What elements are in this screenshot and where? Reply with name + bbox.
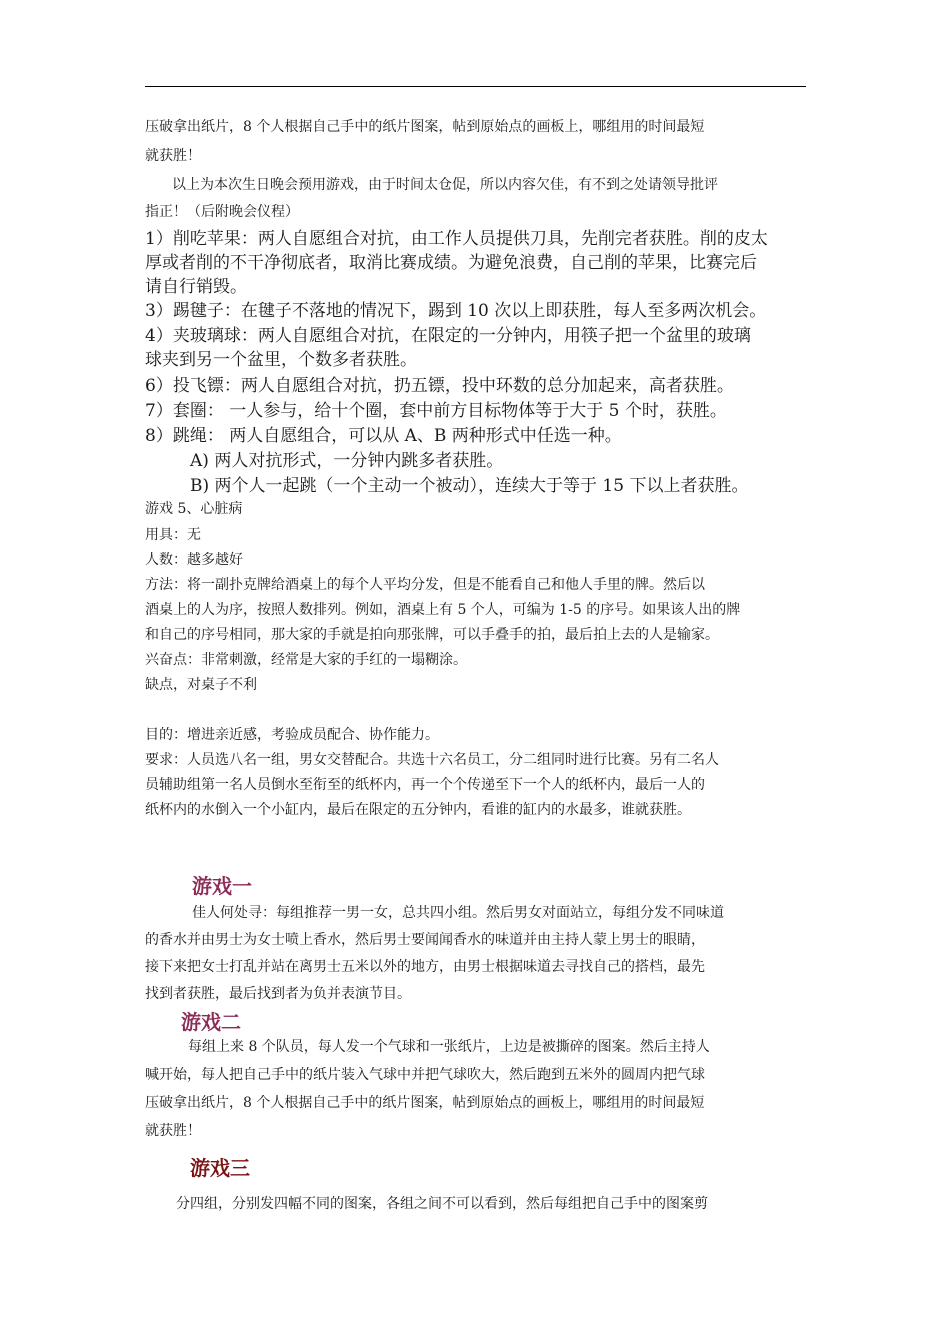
rule-6: 6）投飞镖：两人自愿组合对抗，扔五镖，投中环数的总分加起来，高者获胜。 xyxy=(145,376,734,396)
rule-8-option-b: B) 两个人一起跳（一个主动一个被动），连续大于等于 15 下以上者获胜。 xyxy=(190,476,749,496)
game-three-title: 游戏三 xyxy=(190,1156,250,1180)
rule-7: 7）套圈： 一人参与，给十个圈，套中前方目标物体等于大于 5 个时，获胜。 xyxy=(145,401,727,421)
top-line-3: 以上为本次生日晚会预用游戏，由于时间太仓促，所以内容欠佳，有不到之处请领导批评 xyxy=(172,177,718,193)
game-two-line-1: 每组上来 8 个队员，每人发一个气球和一张纸片，上边是被撕碎的图案。然后主持人 xyxy=(188,1039,710,1055)
water-game-req-line-2: 员辅助组第一名人员倒水至衔至的纸杯内，再一个个传递至下一个人的纸杯内，最后一人的 xyxy=(145,777,705,793)
game5-method-line-2: 酒桌上的人为序，按照人数排列。例如，酒桌上有 5 个人，可编为 1-5 的序号。如果该人出的牌 xyxy=(145,602,741,618)
water-game-req-line-1: 要求：人员选八名一组，男女交替配合。共选十六名员工，分二组同时进行比赛。另有二名人 xyxy=(145,752,719,768)
game5-method-line-1: 方法：将一副扑克牌给酒桌上的每个人平均分发，但是不能看自己和他人手里的牌。然后以 xyxy=(145,577,705,593)
game5-tools: 用具：无 xyxy=(145,527,201,543)
game5-cons: 缺点，对桌子不利 xyxy=(145,677,257,693)
top-line-2: 就获胜！ xyxy=(145,148,201,164)
game-one-line-4: 找到者获胜，最后找到者为负并表演节目。 xyxy=(145,986,411,1002)
rule-8: 8）跳绳： 两人自愿组合，可以从 A、B 两种形式中任选一种。 xyxy=(145,426,622,446)
water-game-goal: 目的：增进亲近感，考验成员配合、协作能力。 xyxy=(145,727,439,743)
top-line-4: 指正！（后附晚会仪程） xyxy=(145,204,299,220)
game-one-line-1: 佳人何处寻：每组推荐一男一女，总共四小组。然后男女对面站立，每组分发不同味道 xyxy=(192,905,724,921)
top-line-1: 压破拿出纸片，8 个人根据自己手中的纸片图案，帖到原始点的画板上，哪组用的时间最短 xyxy=(145,119,705,135)
game5-method-line-3: 和自己的序号相同，那大家的手就是拍向那张牌，可以手叠手的拍，最后拍上去的人是输家。 xyxy=(145,627,719,643)
game5-people: 人数：越多越好 xyxy=(145,552,243,568)
game-two-title: 游戏二 xyxy=(181,1010,241,1034)
water-game-req-line-3: 纸杯内的水倒入一个小缸内，最后在限定的五分钟内，看谁的缸内的水最多，谁就获胜。 xyxy=(145,802,691,818)
rule-1-line-3: 请自行销毁。 xyxy=(145,277,247,297)
header-rule xyxy=(145,86,806,87)
game5-title: 游戏 5、心脏病 xyxy=(145,501,243,517)
game-one-line-3: 接下来把女士打乱并站在离男士五米以外的地方，由男士根据味道去寻找自己的搭档，最先 xyxy=(145,959,705,975)
game-two-line-2: 喊开始，每人把自己手中的纸片装入气球中并把气球吹大，然后跑到五米外的圆周内把气球 xyxy=(145,1067,705,1083)
game-two-line-4: 就获胜！ xyxy=(145,1123,201,1139)
game-one-title: 游戏一 xyxy=(192,874,252,898)
game5-excite: 兴奋点：非常刺激，经常是大家的手红的一塌糊涂。 xyxy=(145,652,467,668)
rule-4-line-1: 4）夹玻璃球：两人自愿组合对抗，在限定的一分钟内，用筷子把一个盆里的玻璃 xyxy=(145,326,751,346)
game-one-line-2: 的香水并由男士为女士喷上香水，然后男士要闻闻香水的味道并由主持人蒙上男士的眼睛， xyxy=(145,932,705,948)
rule-4-line-2: 球夹到另一个盆里，个数多者获胜。 xyxy=(145,350,417,370)
rule-3: 3）踢毽子：在毽子不落地的情况下，踢到 10 次以上即获胜，每人至多两次机会。 xyxy=(145,301,767,321)
game-two-line-3: 压破拿出纸片，8 个人根据自己手中的纸片图案，帖到原始点的画板上，哪组用的时间最短 xyxy=(145,1095,705,1111)
rule-1-line-1: 1）削吃苹果：两人自愿组合对抗，由工作人员提供刀具，先削完者获胜。削的皮太 xyxy=(145,229,768,249)
game-three-line-1: 分四组，分别发四幅不同的图案，各组之间不可以看到，然后每组把自己手中的图案剪 xyxy=(176,1196,708,1212)
rule-1-line-2: 厚或者削的不干净彻底者，取消比赛成绩。为避免浪费，自己削的苹果，比赛完后 xyxy=(145,253,757,273)
rule-8-option-a: A) 两人对抗形式，一分钟内跳多者获胜。 xyxy=(190,451,504,471)
